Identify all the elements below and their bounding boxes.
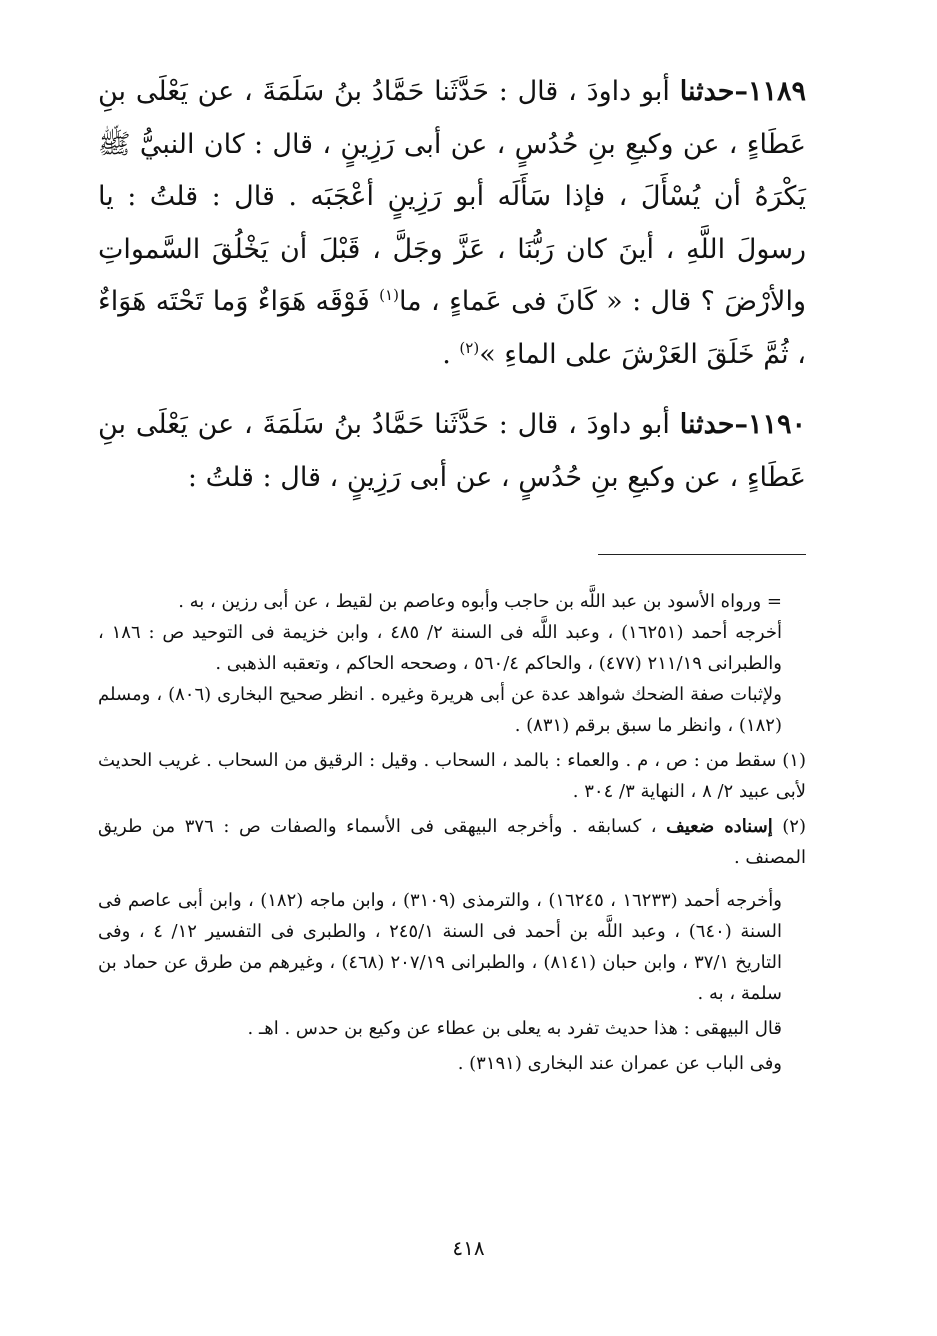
footnote-2-number: (٢) — [772, 816, 806, 837]
hadith-number: ١١٩٠– — [734, 409, 806, 440]
footnote-2-text: ، كسابقه . وأخرجه البيهقى فى الأسماء والصفات ص : ٣٧٦ من طريق المصنف . — [98, 816, 806, 868]
footnote-separator — [598, 554, 806, 555]
footnote-ref-1: (١) — [379, 286, 399, 304]
hadith-text-end: . — [442, 338, 460, 370]
hadith-lead: حدثنا — [679, 409, 735, 440]
hadith-text-cont: فَوْقَه هَوَاءٌ وَما تَحْتَه هَوَاءٌ ، ثُمَّ خَلَقَ العَرْشَ على الماءِ » — [98, 286, 806, 370]
hadith-lead: حدثنا — [679, 76, 735, 107]
footnote-continuation: ولإثبات صفة الضحك شواهد عدة عن أبى هريرة وغيره . انظر صحيح البخارى (٨٠٦) ، ومسلم (١٨٢) ، وانظر ما سبق برقم (٨٣١) . — [98, 684, 783, 736]
main-text — [98, 66, 806, 522]
footnote-ref-2: (٢) — [459, 338, 480, 357]
hadith-1189 — [98, 66, 806, 381]
footnote-2-grading: إسناده ضعيف — [666, 816, 773, 837]
footnotes — [98, 586, 806, 1083]
footnote-2-paragraph: وأخرجه أحمد (١٦٢٣٣ ، ١٦٢٤٥) ، والترمذى (٣١٠٩) ، وابن ماجه (١٨٢) ، وابن أبى عاصم فى السنة (٦٤٠) ، وعبد اللَّه بن أحمد فى السنة ٢٤٥/١ ، والطبرى فى التفسير ١٢/ ٤ ، وفى التاريخ ٣٧/١ ، وابن حبان (٨١٤١) ، والطبرانى ٢٠٧/١٩ (٤٦٨) ، وغيرهم من طرق عن حماد بن سلمة ، به . — [98, 890, 782, 1004]
footnote-continuation: أخرجه أحمد (١٦٢٥١) ، وعبد اللَّه فى السنة ٢/ ٤٨٥ ، وابن خزيمة فى التوحيد ص : ١٨٦ ، والطبرانى ٢١١/١٩ (٤٧٧) ، والحاكم ٥٦٠/٤ ، وصححه الحاكم ، وتعقبه الذهبى . — [98, 622, 782, 674]
page-number: ٤١٨ — [452, 1236, 485, 1260]
hadith-number: ١١٨٩– — [734, 76, 806, 107]
hadith-text: أبو داودَ ، قال : حَدَّثَنا حَمَّادُ بنُ سَلَمَةَ ، عن يَعْلَى بنِ عَطَاءٍ ، عن وكيعِ بنِ حُدُسٍ ، عن أبى رَزِينٍ ، قال : كان النبيُّ ﷺ يَكْرَهُ أن يُسْأَلَ ، فإذا سَأَلَه أبو رَزِينٍ أعْجَبَه . قال : قلتُ : يا رسولَ اللَّهِ ، أينَ كان رَبُّنَا ، عَزَّ وجَلَّ ، قَبْلَ أن يَخْلُقَ السَّمواتِ والأرْضَ ؟ قال : « كَانَ فى عَماءٍ ، ما — [98, 76, 806, 317]
footnote-1: (١) سقط من : ص ، م . والعماء : بالمد ، السحاب . وقيل : الرقيق من السحاب . غريب الحديث لأبى عبيد ٢/ ٨ ، النهاية ٣/ ٣٠٤ . — [98, 750, 806, 802]
footnote-continuation: = ورواه الأسود بن عبد اللَّه بن حاجب وأبوه وعاصم بن لقيط ، عن أبى رزين ، به . — [178, 591, 782, 612]
footnote-2-paragraph: قال البيهقى : هذا حديث تفرد به يعلى بن عطاء عن وكيع بن حدس . اهـ . — [247, 1018, 782, 1039]
footnote-2-paragraph: وفى الباب عن عمران عند البخارى (٣١٩١) . — [457, 1053, 782, 1074]
hadith-text: أبو داودَ ، قال : حَدَّثَنا حَمَّادُ بنُ سَلَمَةَ ، عن يَعْلَى بنِ عَطَاءٍ ، عن وكيعِ بنِ حُدُسٍ ، عن أبى رَزِينٍ ، قال : قلتُ : — [98, 409, 806, 493]
footnote-2 — [98, 811, 806, 873]
hadith-1190 — [98, 399, 806, 504]
